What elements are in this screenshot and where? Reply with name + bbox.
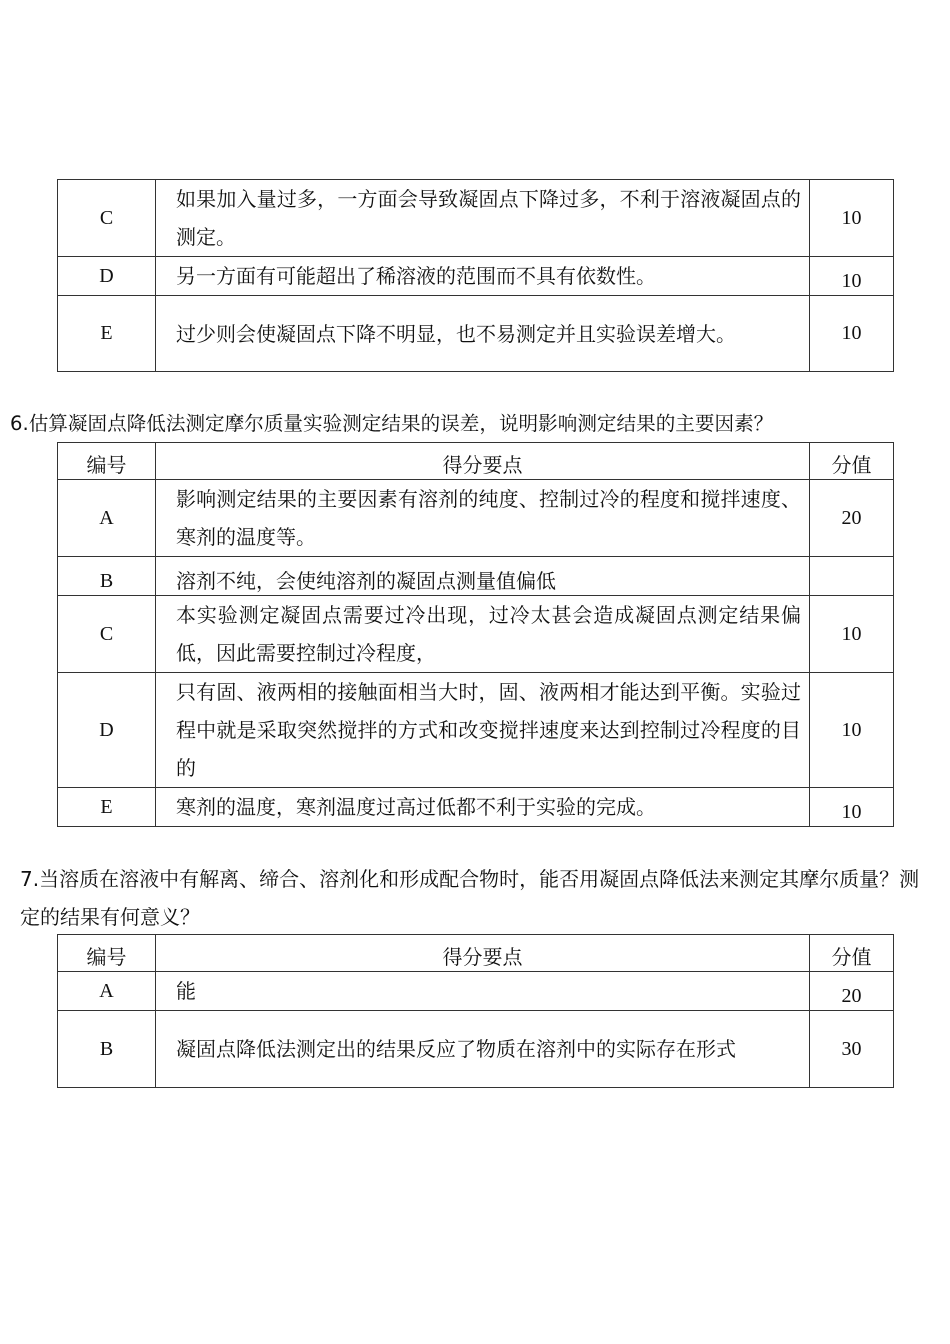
table-row	[58, 673, 894, 788]
row-id: E	[58, 788, 156, 827]
grading-table-q6	[57, 442, 894, 827]
row-point: 过少则会使凝固点下降不明显，也不易测定并且实验误差增大。	[156, 296, 810, 372]
table-row	[58, 596, 894, 673]
row-point: 另一方面有可能超出了稀溶液的范围而不具有依数性。	[156, 257, 810, 296]
table-row	[58, 557, 894, 596]
row-score: 10	[810, 673, 894, 788]
row-point: 本实验测定凝固点需要过冷出现，过冷太甚会造成凝固点测定结果偏低，因此需要控制过冷程度，	[156, 596, 810, 673]
question-6: 6.估算凝固点降低法测定摩尔质量实验测定结果的误差，说明影响测定结果的主要因素？	[10, 412, 774, 435]
table-row	[58, 480, 894, 557]
header-id: 编号	[58, 443, 156, 480]
header-score: 分值	[810, 443, 894, 480]
question-7: 7.当溶质在溶液中有解离、缔合、溶剂化和形成配合物时，能否用凝固点降低法来测定其摩尔质量？测定的结果有何意义？	[20, 867, 920, 929]
row-point: 如果加入量过多，一方面会导致凝固点下降过多，不利于溶液凝固点的测定。	[156, 180, 810, 257]
row-score: 10	[810, 296, 894, 372]
row-score: 10	[810, 788, 894, 827]
header-id: 编号	[58, 935, 156, 972]
row-point: 凝固点降低法测定出的结果反应了物质在溶剂中的实际存在形式	[156, 1011, 810, 1088]
grading-table-q7	[57, 934, 894, 1088]
table-row	[58, 788, 894, 827]
row-id: A	[58, 480, 156, 557]
row-point: 影响测定结果的主要因素有溶剂的纯度、控制过冷的程度和搅拌速度、寒剂的温度等。	[156, 480, 810, 557]
row-id: B	[58, 557, 156, 596]
row-point: 只有固、液两相的接触面相当大时，固、液两相才能达到平衡。实验过程中就是采取突然搅拌的方式和改变搅拌速度来达到控制过冷程度的目的	[156, 673, 810, 788]
table-row	[58, 1011, 894, 1088]
table-row	[58, 972, 894, 1011]
row-id: C	[58, 180, 156, 257]
table-header-row	[58, 443, 894, 480]
table-row	[58, 257, 894, 296]
row-score: 20	[810, 972, 894, 1011]
header-point: 得分要点	[156, 443, 810, 480]
row-score: 30	[810, 1011, 894, 1088]
row-score: 10	[810, 180, 894, 257]
row-score: 10	[810, 257, 894, 296]
header-point: 得分要点	[156, 935, 810, 972]
row-id: A	[58, 972, 156, 1011]
row-point: 溶剂不纯，会使纯溶剂的凝固点测量值偏低	[156, 557, 810, 596]
row-score: 10	[810, 596, 894, 673]
grading-table-q5	[57, 179, 894, 372]
table-header-row	[58, 935, 894, 972]
row-id: D	[58, 257, 156, 296]
row-point: 寒剂的温度，寒剂温度过高过低都不利于实验的完成。	[156, 788, 810, 827]
row-id: B	[58, 1011, 156, 1088]
row-id: C	[58, 596, 156, 673]
row-id: E	[58, 296, 156, 372]
table-row	[58, 180, 894, 257]
row-score	[810, 557, 894, 596]
header-score: 分值	[810, 935, 894, 972]
row-id: D	[58, 673, 156, 788]
row-point: 能	[156, 972, 810, 1011]
row-score: 20	[810, 480, 894, 557]
table-row	[58, 296, 894, 372]
